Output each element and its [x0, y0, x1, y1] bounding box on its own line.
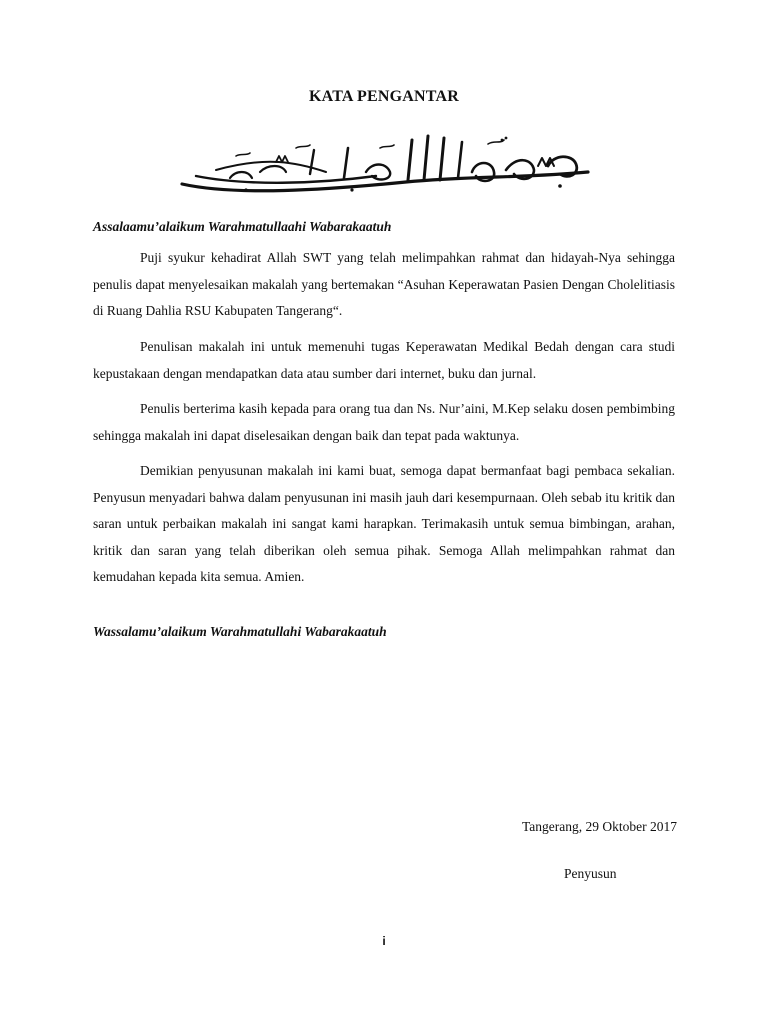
paragraph-acknowledgement: Penulis berterima kasih kepada para orang tua dan Ns. Nur’aini, M.Kep selaku dosen pembimbing sehingga makalah ini dapat diselesaikan dengan baik dan tepat pada waktunya.: [93, 401, 675, 443]
paragraph-purpose: Penulisan makalah ini untuk memenuhi tugas Keperawatan Medikal Bedah dengan cara studi kepustakaan dengan mendapatkan data atau sumber dari internet, buku dan jurnal.: [93, 339, 675, 381]
opening-salutation: Assalaamu’alaikum Warahmatullaahi Wabarakaatuh: [93, 219, 392, 234]
place-and-date: Tangerang, 29 Oktober 2017: [521, 819, 677, 834]
signer-label: Penyusun: [564, 866, 617, 881]
basmala-calligraphy-icon: [176, 126, 596, 198]
page-number: i: [382, 934, 386, 948]
paragraph-gratitude: Puji syukur kehadirat Allah SWT yang telah melimpahkan rahmat dan hidayah-Nya sehingga penulis dapat menyelesaikan makalah yang bertemakan “Asuhan Keperawatan Pasien Dengan Cholelitiasis di Ruang Dahlia RSU Kabupaten Tangerang“.: [93, 250, 675, 318]
paragraph-closing-remarks: Demikian penyusunan makalah ini kami buat, semoga dapat bermanfaat bagi pembaca sekalian. Penyusun menyadari bahwa dalam penyusunan ini masih jauh dari kesempurnaan. Oleh sebab itu kritik dan saran untuk perbaikan makalah ini sangat kami harapkan. Terimakasih untuk semua bimbingan, arahan, kritik dan saran yang telah diberikan oleh semua pihak. Semoga Allah melimpahkan rahmat dan kemudahan kepada kita semua. Amien.: [93, 463, 675, 584]
page-title: KATA PENGANTAR: [309, 88, 459, 105]
closing-salutation: Wassalamu’alaikum Warahmatullahi Wabarakaatuh: [93, 624, 387, 639]
